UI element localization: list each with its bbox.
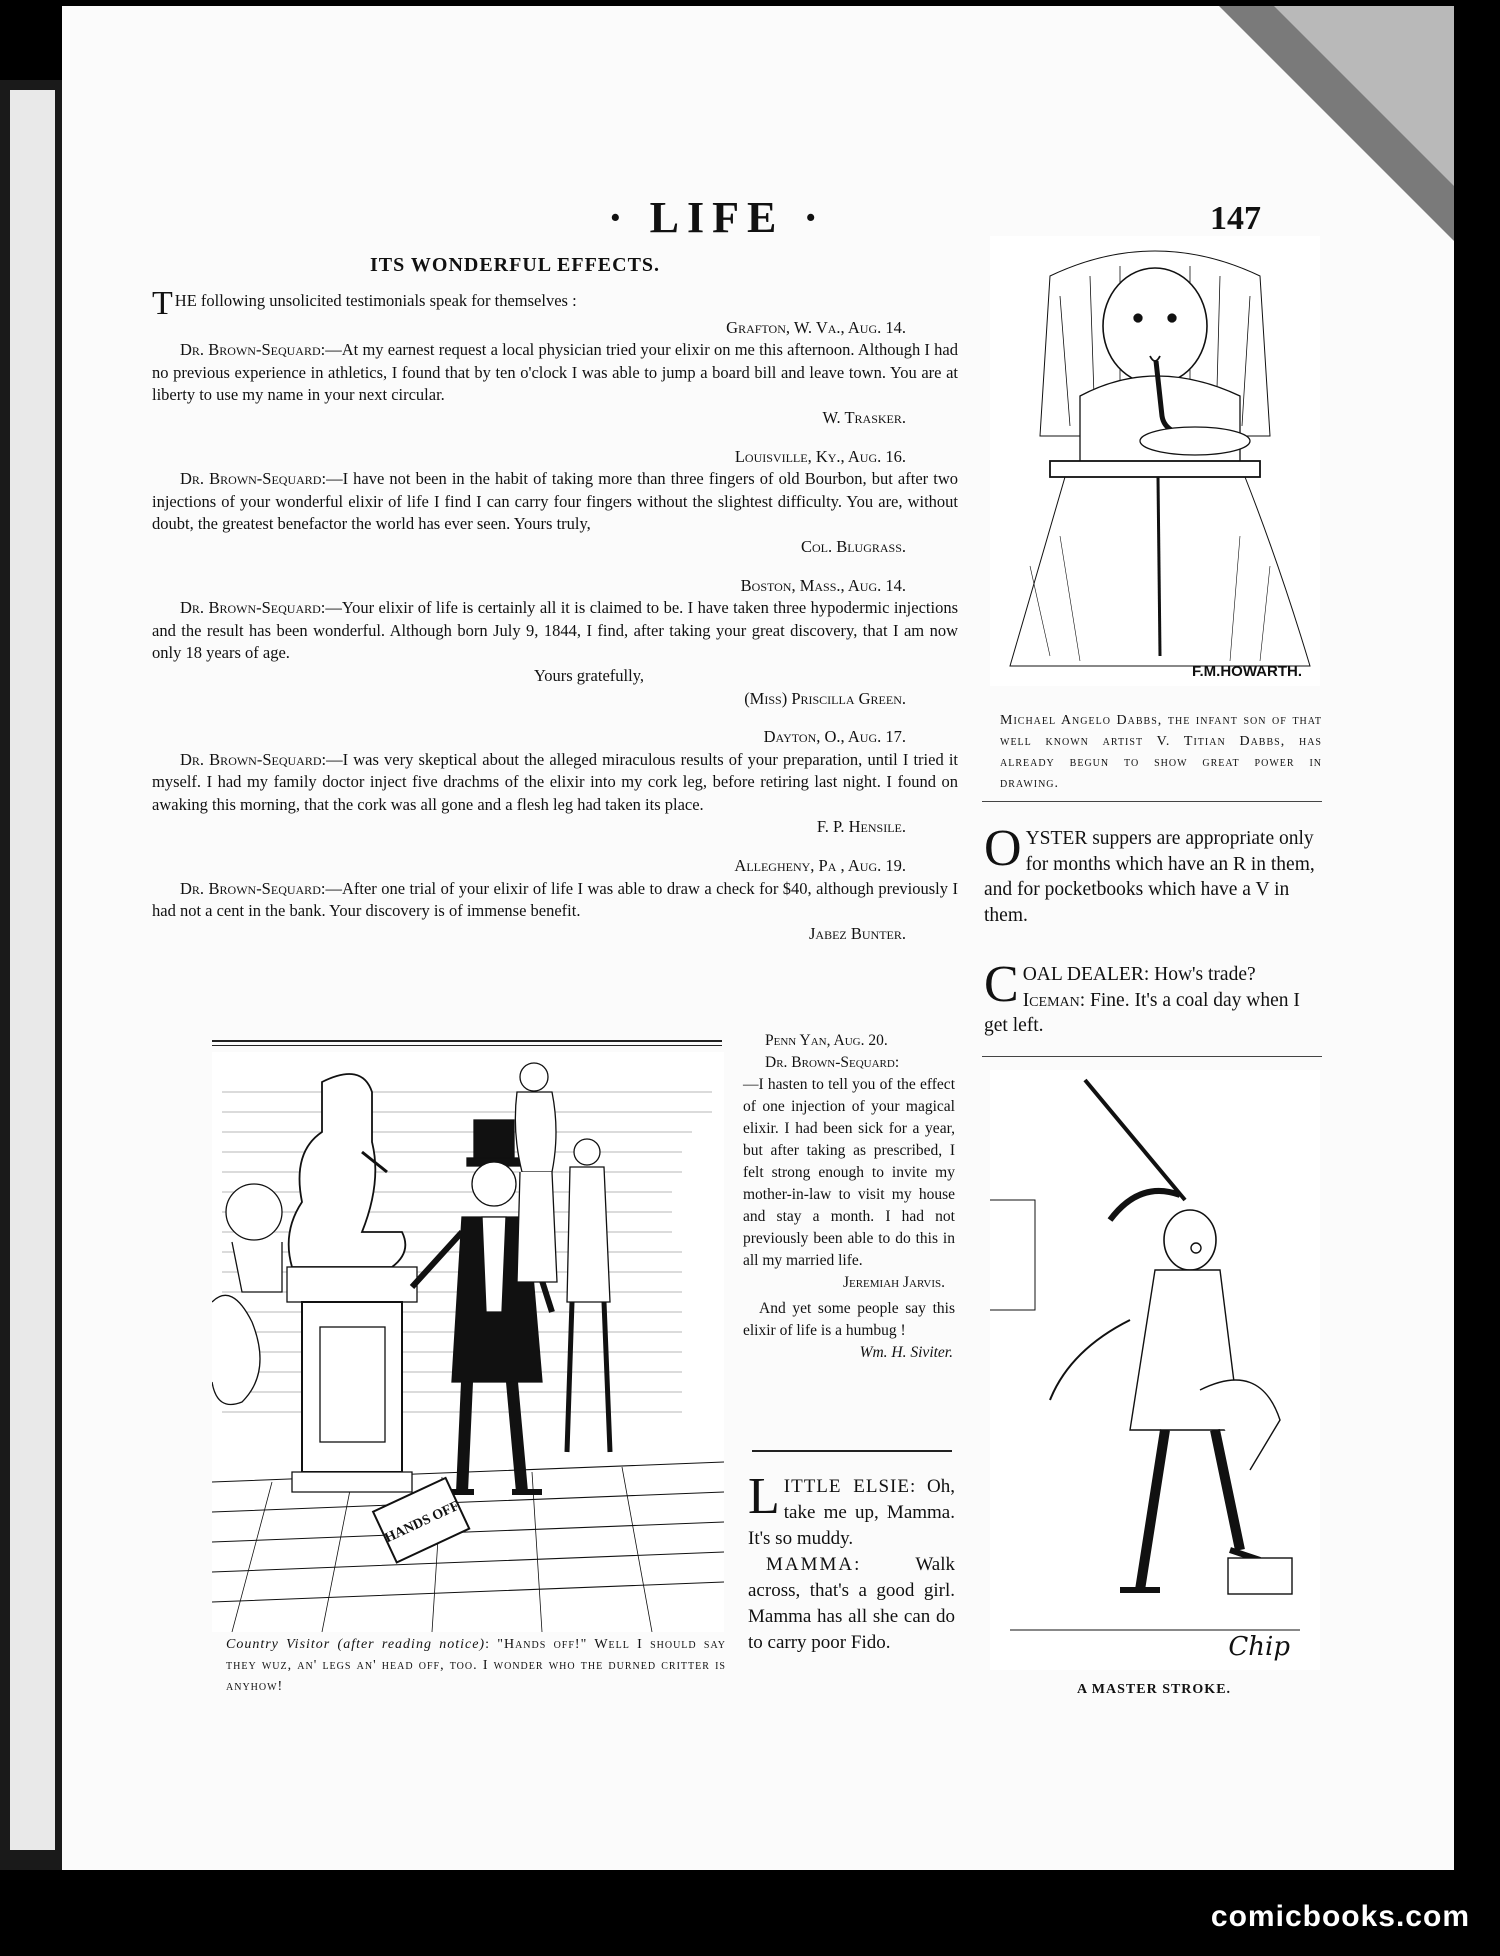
speaker-iceman: Iceman — [1022, 989, 1080, 1011]
caption-lead: Country Visitor — [226, 1637, 331, 1652]
headless-statue — [287, 1074, 417, 1492]
penn-yan-salutation: Dr. Brown-Sequard: — [765, 1054, 900, 1071]
letter-salutation: Dr. Brown-Sequard — [180, 749, 322, 769]
mamma-line: Walk across, that's a good girl. Mamma has all she can do to carry poor Fido. — [748, 1554, 955, 1653]
letter-signature: W. Trasker. — [822, 407, 906, 427]
byline: Wm. H. Siviter. — [859, 1344, 953, 1361]
caption-quote: : "Hands off!" Well I should say they wuz, an' legs an' head off, too. I wonder who the durned critter is anyhow! — [226, 1637, 726, 1694]
page-corner-fold — [1274, 6, 1454, 186]
speaker-mamma: MAMMA: — [766, 1554, 862, 1575]
hands-off-cartoon — [212, 1052, 724, 1632]
letter-salutation: Dr. Brown-Sequard — [180, 598, 321, 618]
speaker-elsie: ITTLE ELSIE: — [783, 1476, 917, 1497]
baby-cartoon — [990, 236, 1320, 686]
master-stroke-cartoon — [990, 1070, 1320, 1670]
letter-salutation: Dr. Brown-Sequard — [180, 878, 321, 898]
article-intro — [152, 285, 958, 322]
page-number: 147 — [1210, 200, 1261, 237]
letter-signature: F. P. Hensile. — [816, 817, 906, 837]
dabbs-caption: Michael Angelo Dabbs, the infant son of that well known artist V. Titian Dabbs, has already begun to show great power in drawing. — [1000, 713, 1322, 791]
section-rule — [212, 1040, 722, 1046]
letter-closing: Yours gratefully, — [534, 665, 644, 685]
watermark: comicbooks.com — [1210, 1900, 1470, 1933]
howarth-signature: F.M.HOWARTH. — [1192, 663, 1302, 680]
step-block — [1228, 1558, 1292, 1594]
testimonial-letter — [152, 726, 958, 839]
master-stroke-caption: A MASTER STROKE. — [1076, 1682, 1232, 1697]
speaker-coal-dealer: OAL DEALER — [1022, 964, 1144, 985]
section-rule — [982, 801, 1322, 802]
elsie-line: Oh, take me up, Mamma. It's so muddy. — [748, 1476, 955, 1549]
letter-dateline: Dayton, O., Aug. 17. — [763, 727, 906, 747]
hands-off-caption — [226, 1634, 726, 1697]
little-elsie-joke — [748, 1468, 955, 1656]
cane — [1085, 1080, 1185, 1200]
testimonials-column — [152, 285, 958, 961]
letter-dateline: Allegheny, Pa , Aug. 19. — [734, 856, 906, 876]
letter-body-paragraph — [152, 749, 958, 817]
female-statue — [515, 1063, 557, 1282]
letter-body: :—After one trial of your elixir of life I was able to draw a check for $40, although previously I had not a cent in the bank. Your discovery is of immense benefit. — [152, 878, 958, 921]
coal-dialogue — [984, 956, 1324, 1039]
letters-list — [152, 317, 958, 946]
coal-line: : How's trade? — [1143, 964, 1256, 985]
letter-dateline: Grafton, W. Va., Aug. 14. — [726, 317, 906, 337]
caption-parenthetical: (after reading notice) — [337, 1637, 486, 1652]
testimonial-letter — [152, 575, 958, 711]
letter-body-paragraph — [152, 468, 958, 536]
background-man-figure — [567, 1139, 610, 1452]
section-rule — [982, 1056, 1322, 1057]
hands-off-sign-text: HANDS OFF — [382, 1498, 462, 1547]
article-headline: ITS WONDERFUL EFFECTS. — [370, 254, 661, 276]
penn-yan-column — [743, 1030, 955, 1364]
previous-page-sliver — [10, 90, 55, 1850]
scan-left-edge — [0, 80, 62, 1870]
letter-salutation: Dr. Brown-Sequard — [180, 469, 322, 489]
iceman-line: : Fine. It's a coal day when I get left. — [984, 989, 1300, 1036]
drop-cap: O — [984, 820, 1022, 877]
old-man-head — [1164, 1210, 1216, 1270]
bust-sculpture — [226, 1184, 282, 1292]
letter-salutation: Dr. Brown-Sequard — [180, 340, 321, 360]
penn-yan-dateline: Penn Yan, Aug. 20. — [765, 1032, 888, 1049]
letter-body: :—Your elixir of life is certainly all it is claimed to be. I have taken three hypodermic injections and the result has been wonderful. Although born July 9, 1844, I find, after taking your great discovery, that I am now only 18 years of age. — [152, 598, 958, 663]
drop-cap: L — [748, 1468, 780, 1525]
letter-body: :—I was very skeptical about the alleged miraculous results of your preparation, until I tried it myself. I had my family doctor inject five drachms of the elixir into my cork leg, before retiring last night. I found on awaking this morning, that the cork was all gone and a flesh leg had taken its place. — [152, 749, 958, 814]
masthead: · LIFE · — [608, 193, 827, 242]
oyster-text: YSTER suppers are appropriate only for months which have an R in them, and for pocketbooks which have a V in them. — [984, 828, 1315, 926]
oyster-paragraph — [984, 820, 1324, 928]
letter-signature: Col. Blugrass. — [800, 536, 906, 556]
testimonial-letter — [152, 855, 958, 945]
drop-cap: C — [984, 956, 1019, 1013]
testimonial-letter — [152, 446, 958, 559]
penn-yan-body: —I hasten to tell you of the effect of one injection of your magical elixir. I had been sick for a year, but after taking as prescribed, I felt strong enough to invite my mother-in-law to visit my house and stay a month. I had not previously been able to do this in all my married life. — [743, 1076, 955, 1269]
letter-signature: Jabez Bunter. — [808, 923, 906, 943]
letter-body-paragraph — [152, 597, 958, 665]
letter-signature: (Miss) Priscilla Green. — [744, 688, 906, 708]
wall-frame — [990, 1200, 1035, 1310]
drop-cap: T — [152, 285, 173, 322]
letter-body-paragraph — [152, 339, 958, 407]
section-rule — [752, 1450, 952, 1455]
chip-signature: Chip — [1228, 1632, 1290, 1662]
letter-body-paragraph — [152, 878, 958, 923]
testimonial-letter — [152, 317, 958, 430]
letter-body: :—At my earnest request a local physician tried your elixir on me this afternoon. Although I had no previous experience in athletics, I found that by ten o'clock I was able to jump a board bill and leave town. You are at liberty to use my name in your next circular. — [152, 340, 958, 405]
letter-dateline: Boston, Mass., Aug. 14. — [740, 575, 906, 595]
intro-text: HE following unsolicited testimonials speak for themselves : — [174, 291, 577, 310]
penn-yan-signature: Jeremiah Jarvis. — [842, 1274, 945, 1291]
letter-body: :—I have not been in the habit of taking more than three fingers of old Bourbon, but after two injections of your wonderful elixir of life I find I can carry four fingers without the slightest difficulty. You are, without doubt, the greatest benefactor the world has ever seen. Yours truly, — [152, 469, 958, 534]
postscript: And yet some people say this elixir of life is a humbug ! — [743, 1300, 955, 1339]
letter-dateline: Louisville, Ky., Aug. 16. — [734, 446, 906, 466]
high-chair-tray — [1050, 461, 1260, 477]
